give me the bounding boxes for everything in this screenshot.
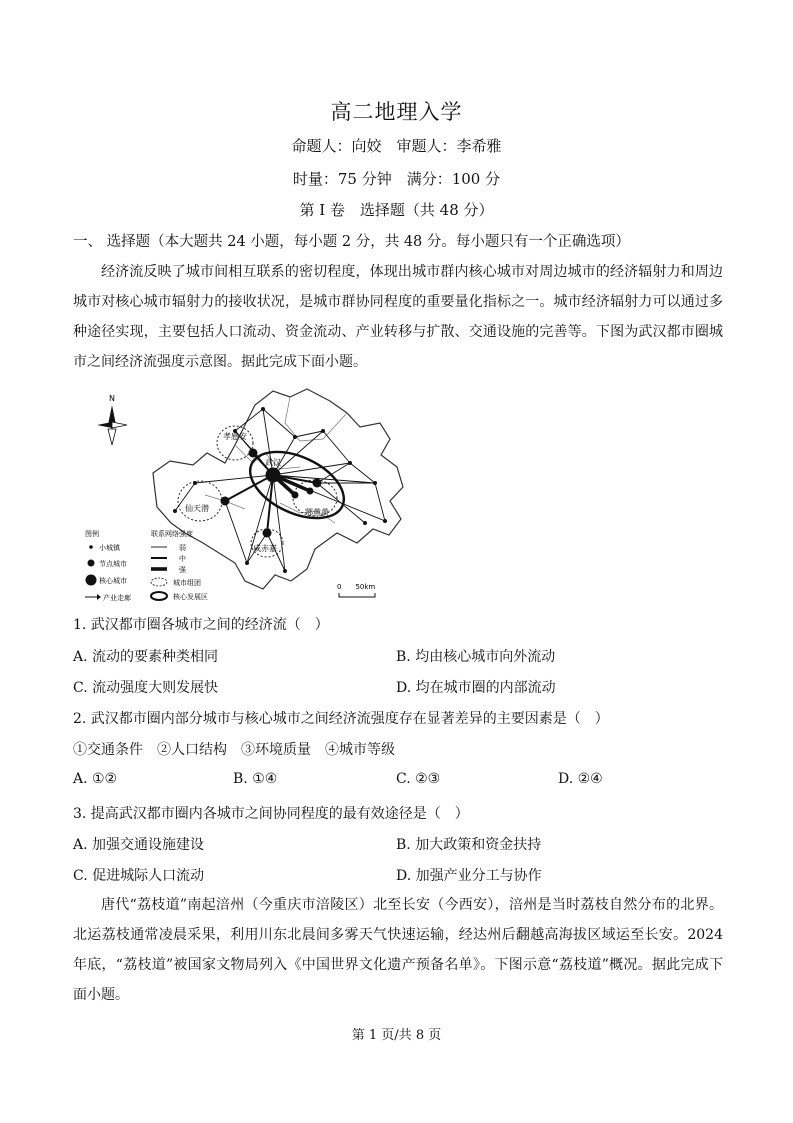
q1-option-b[interactable]: B. 均由核心城市向外流动 [396,649,556,665]
q2-option-b[interactable]: B. ①④ [233,771,278,787]
svg-text:核心发展区: 核心发展区 [173,593,208,601]
svg-text:城市组团: 城市组团 [173,579,201,587]
svg-text:图例: 图例 [85,530,99,538]
map-legend [85,529,208,602]
svg-text:小城镇: 小城镇 [99,544,120,552]
volume-title: 第 I 卷 选择题（共 48 分） [299,201,494,219]
q2-statements: ①交通条件 ②人口结构 ③环境质量 ④城市等级 [73,742,395,758]
question-3-stem: 3. 提高武汉都市圈内各城市之间协同程度的最有效途径是（ ） [73,806,469,822]
group-xiantianqian [178,481,222,521]
svg-text:联系网络强度: 联系网络强度 [151,530,193,538]
wuhan-metro-map [85,383,415,605]
q3-option-c[interactable]: C. 促进城际人口流动 [73,868,205,884]
north-arrow-icon [97,394,127,445]
time-info: 时量：75 分钟 满分：100 分 [292,170,501,188]
city-label: 咸赤嘉 [253,544,277,553]
page-title: 高二地理入学 [330,100,463,124]
q2-option-a[interactable]: A. ①② [73,771,118,787]
svg-text:0 50km: 0 50km [337,583,376,591]
q1-option-c[interactable]: C. 流动强度大则发展快 [73,680,219,696]
north-label: N [109,394,115,403]
svg-text:节点城市: 节点城市 [99,560,127,568]
q2-option-c[interactable]: C. ②③ [396,771,441,787]
city-label: 孝感安 [223,432,247,441]
svg-text:核心城市: 核心城市 [99,577,127,585]
q3-option-b[interactable]: B. 加大政策和资金扶持 [396,837,542,853]
scale-bar [337,583,375,597]
q3-option-a[interactable]: A. 加强交通设施建设 [73,837,205,853]
question-1-stem: 1. 武汉都市圈各城市之间的经济流（ ） [73,617,329,633]
q3-option-d[interactable]: D. 加强产业分工与协作 [396,868,542,884]
authors-line: 命题人：向姣 审题人：李希雅 [291,137,502,155]
q1-option-a[interactable]: A. 流动的要素种类相同 [73,649,219,665]
svg-text:中: 中 [179,555,186,563]
small-towns [173,407,387,573]
question-2-stem: 2. 武汉都市圈内部分城市与核心城市之间经济流强度存在显著差异的主要因素是（ ） [73,711,609,727]
city-label: 仙天潜 [185,504,209,513]
q2-option-d[interactable]: D. ②④ [558,771,603,787]
passage-2: 唐代“荔枝道”南起涪州（今重庆市涪陵区）北至长安（今西安），涪州是当时荔枝自然分布的北界。北运荔枝通常凌晨采果，利用川东北晨间多雾天气快速运输，经达州后翻越高海拔区域运至长安。2024 年底，“荔枝道”被国家文物局列入《中国世界文化遗产预备名单》。下图示意“荔枝道”概况。据此完成下面小题。 [73,897,723,1003]
city-label: 武汉 [265,458,281,467]
svg-text:强: 强 [179,566,186,574]
core-city-wuhan [266,468,281,483]
svg-text:弱: 弱 [179,544,186,552]
passage-1: 经济流反映了城市间相互联系的密切程度，体现出城市群内核心城市对周边城市的经济辐射力和周边城市对核心城市辐射力的接收状况，是城市群协同程度的重要量化指标之一。城市经济辐射力可以通过多种途径实现，主要包括人口流动、资金流动、产业转移与扩散、交通设施的完善等。下图为武汉都市圈城市之间经济流强度示意图。据此完成下面小题。 [73,264,723,370]
weak-links [175,409,385,571]
city-label: 鄂黄黄 [305,508,329,517]
section-heading: 一、 选择题（本大题共 24 小题，每小题 2 分，共 48 分。每小题只有一个正确选项） [73,234,630,250]
q1-option-d[interactable]: D. 均在城市圈的内部流动 [396,680,556,696]
svg-text:产业走廊: 产业走廊 [103,594,131,602]
page-footer: 第 1 页/共 8 页 [351,1028,442,1043]
